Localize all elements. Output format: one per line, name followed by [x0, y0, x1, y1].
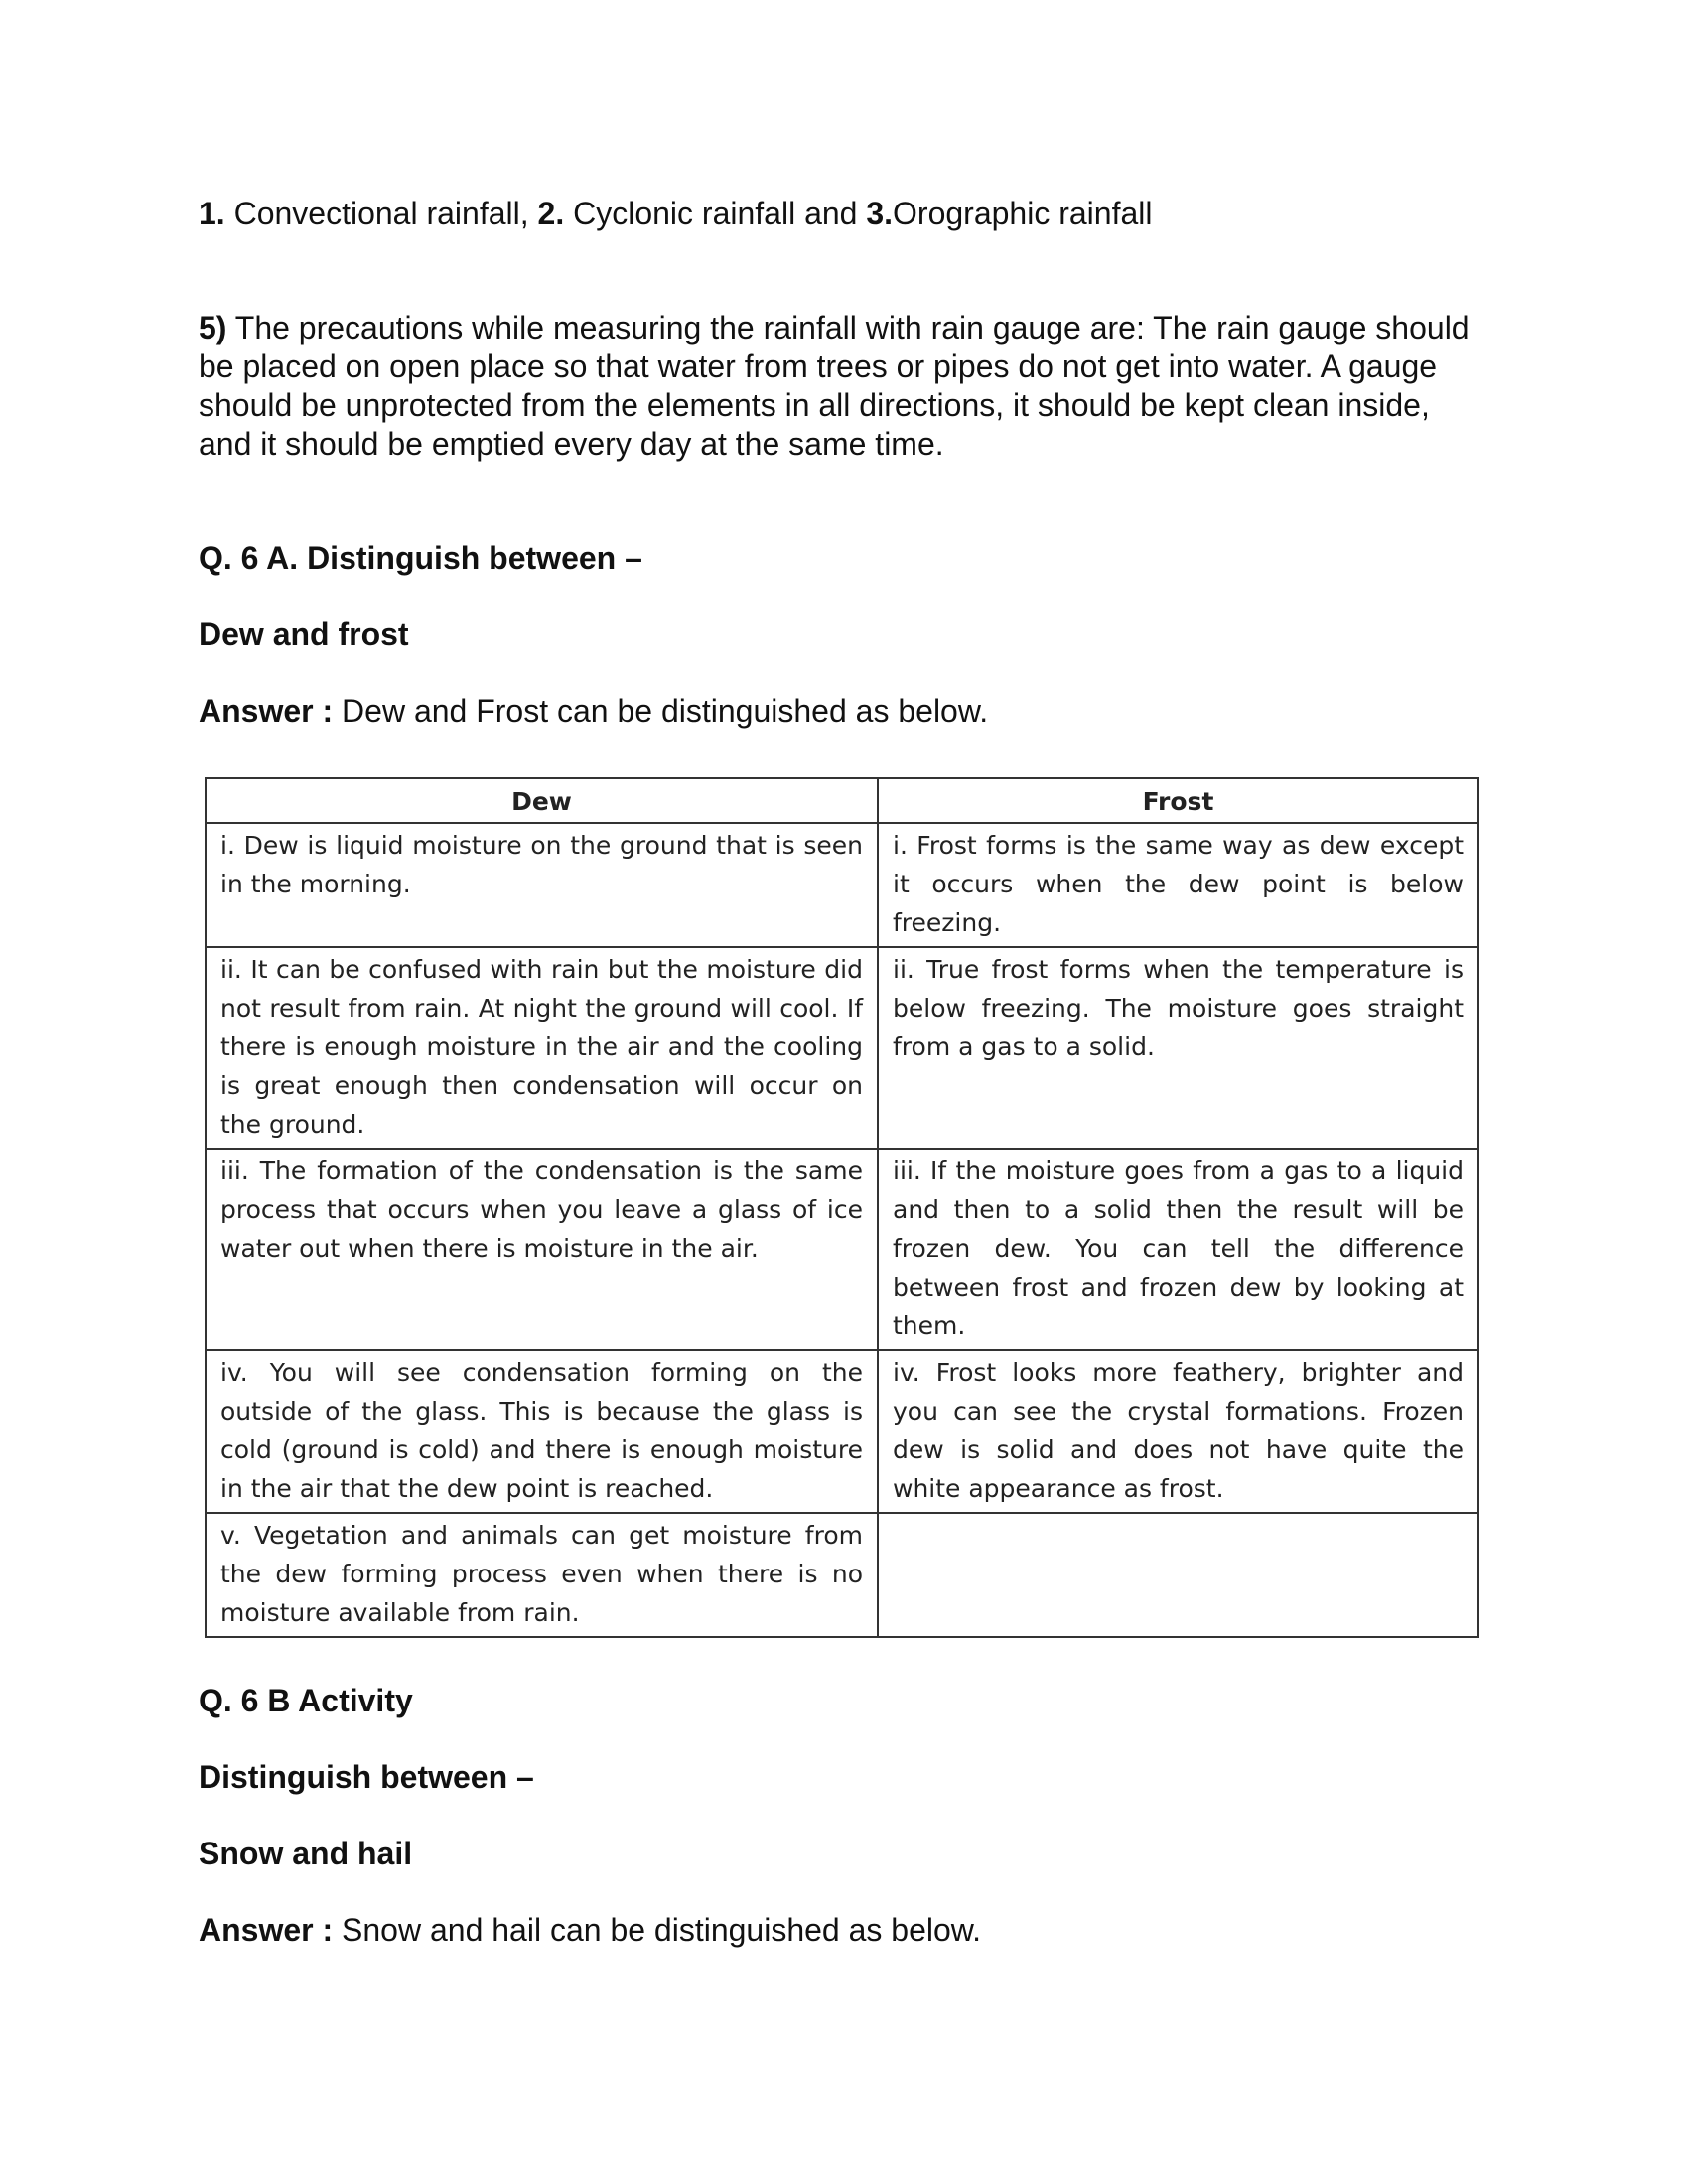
q6a-subheading: Dew and frost — [199, 616, 409, 652]
table-row — [206, 947, 1478, 1149]
item-number: 2. — [537, 196, 565, 231]
question-number: 5) — [199, 310, 227, 345]
column-header-dew: Dew — [206, 778, 878, 823]
answer-text: Dew and Frost can be distinguished as below. — [333, 693, 989, 729]
q6b-heading: Q. 6 B Activity — [199, 1683, 413, 1718]
item-text: Cyclonic rainfall and — [564, 196, 867, 231]
table-cell: iv. Frost looks more feathery, brighter and you can see the crystal formations. Frozen dew is solid and does not have quite the white appearance as frost. — [878, 1350, 1478, 1513]
item-text: Orographic rainfall — [893, 196, 1153, 231]
table-cell: iii. If the moisture goes from a gas to a liquid and then to a solid then the result will be frozen dew. You can tell the difference between frost and frozen dew by looking at them. — [878, 1149, 1478, 1350]
rainfall-types-line — [199, 195, 1489, 233]
table-cell: i. Dew is liquid moisture on the ground that is seen in the morning. — [206, 823, 878, 947]
table-row — [206, 823, 1478, 947]
q6b-answer — [199, 1911, 1489, 1950]
q6b-section — [199, 1682, 1489, 1950]
table-row — [206, 1350, 1478, 1513]
table-cell: ii. True frost forms when the temperature is below freezing. The moisture goes straight from a gas to a solid. — [878, 947, 1478, 1149]
table-cell: iii. The formation of the condensation is the same process that occurs when you leave a glass of ice water out when there is moisture in the air. — [206, 1149, 878, 1350]
q6a-heading: Q. 6 A. Distinguish between – — [199, 540, 642, 576]
table-header-row — [206, 778, 1478, 823]
table-row — [206, 1149, 1478, 1350]
item-number: 1. — [199, 196, 225, 231]
table-cell — [878, 1513, 1478, 1637]
document-page — [199, 195, 1489, 1996]
table-cell: ii. It can be confused with rain but the moisture did not result from rain. At night the ground will cool. If there is enough moisture in the air and the cooling is great enough then condensation will occur on the ground. — [206, 947, 878, 1149]
item-number: 3. — [866, 196, 894, 231]
table-row — [206, 1513, 1478, 1637]
answer-label: Answer : — [199, 1912, 334, 1948]
answer-label: Answer : — [199, 693, 334, 729]
dew-frost-table — [205, 777, 1479, 1638]
answer-text: Snow and hail can be distinguished as below. — [333, 1912, 982, 1948]
precautions-paragraph — [199, 309, 1489, 464]
q6a-answer — [199, 692, 1489, 731]
table-cell: iv. You will see condensation forming on the outside of the glass. This is because the glass is cold (ground is cold) and there is enough moisture in the air that the dew point is reached. — [206, 1350, 878, 1513]
q6b-subheading-snow-hail: Snow and hail — [199, 1836, 413, 1871]
column-header-frost: Frost — [878, 778, 1478, 823]
q6b-subheading-distinguish: Distinguish between – — [199, 1759, 534, 1795]
table-cell: i. Frost forms is the same way as dew except it occurs when the dew point is below freezing. — [878, 823, 1478, 947]
item-text: Convectional rainfall, — [224, 196, 538, 231]
precautions-text: The precautions while measuring the rainfall with rain gauge are: The rain gauge should be placed on open place so that water from trees or pipes do not get into water. A gauge should be unprotected from the elements in all directions, it should be kept clean inside, and it should be emptied every day at the same time. — [199, 310, 1470, 462]
table-cell: v. Vegetation and animals can get moisture from the dew forming process even when there is no moisture available from rain. — [206, 1513, 878, 1637]
